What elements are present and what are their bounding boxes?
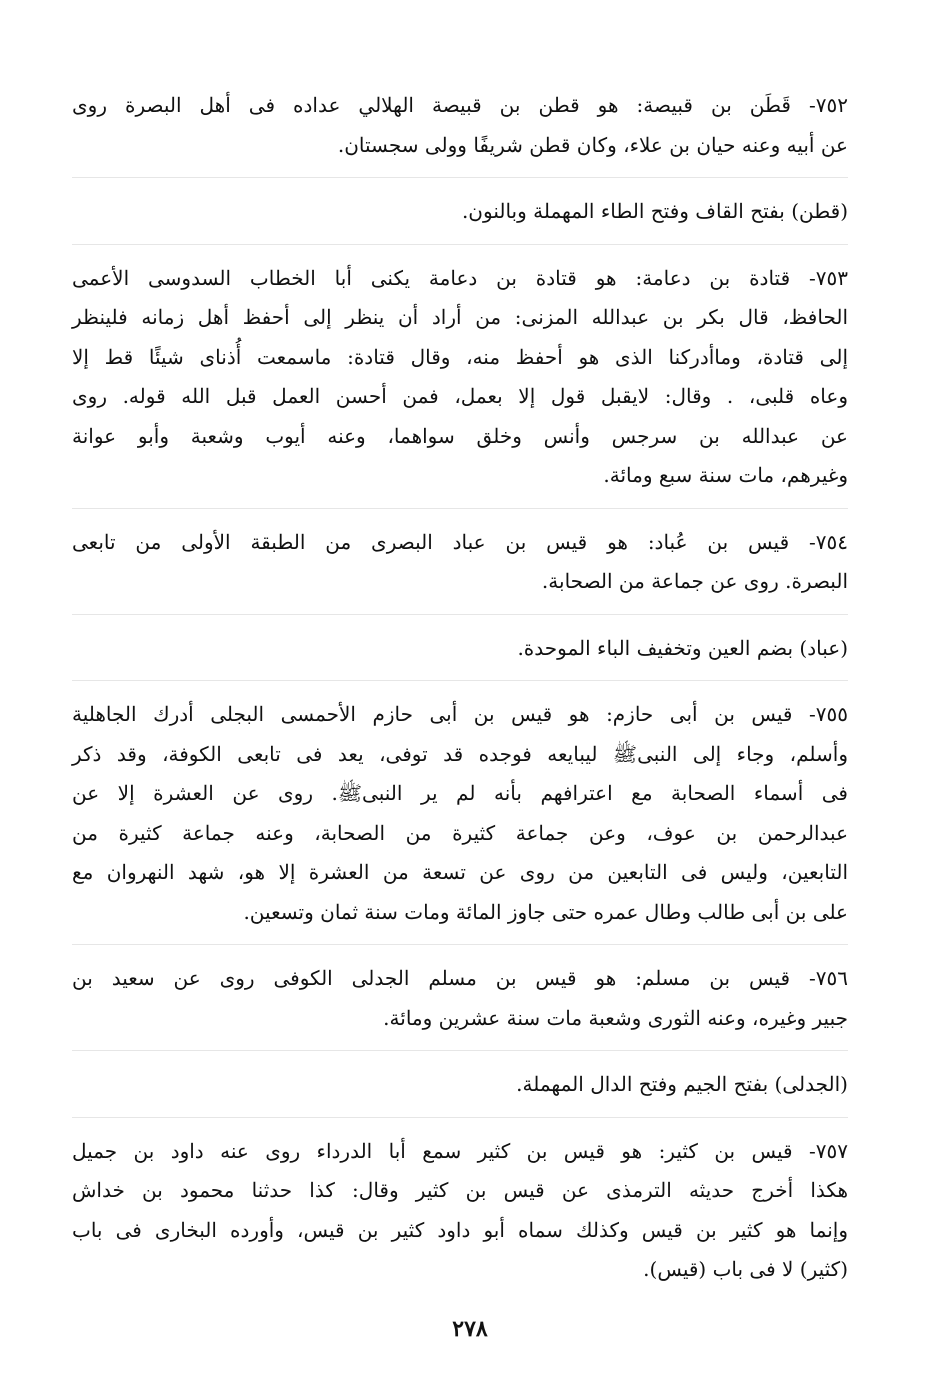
text-line: (قطن) بفتح القاف وفتح الطاء المهملة وبالنون.	[461, 199, 848, 223]
text-line: ٧٥٧- قيس بن كثير: هو قيس بن كثير سمع أبا الدرداء روى عنه داود بن جميل	[72, 1138, 848, 1163]
text-line: ٧٥٣- قتادة بن دعامة: هو قتادة بن دعامة يكنى أبا الخطاب السدوسى الأعمى	[72, 265, 848, 290]
text-line: ٧٥٤- قيس بن عُباد: هو قيس بن عباد البصرى من الطبقة الأولى من تابعى	[72, 529, 848, 554]
text-line: التابعين، وليس فى التابعين من روى عن تسعة من العشرة إلا هو، شهد النهروان مع	[72, 860, 848, 884]
entry-756	[72, 959, 848, 1051]
text-line: هكذا أخرج حديثه الترمذى عن قيس بن كثير وقال: كذا حدثنا محمود بن خداش	[72, 1178, 848, 1202]
entry-757	[72, 1132, 848, 1302]
text-line: وعاه قلبى، . وقال: لايقبل قول إلا بعمل، فمن أحسن العمل قبل الله قوله. روى	[72, 384, 848, 408]
text-line: ٧٥٦- قيس بن مسلم: هو قيس بن مسلم الجدلى الكوفى روى عن سعيد بن	[72, 966, 849, 990]
entry-753	[72, 259, 848, 509]
text-line: جبير وغيره، وعنه الثورى وشعبة مات سنة عشرين ومائة.	[383, 1005, 848, 1030]
entry-754	[72, 523, 848, 615]
page-body	[72, 86, 848, 1316]
text-line: ٧٥٢- قَطَن بن قبيصة: هو قطن بن قبيصة الهلالي عداده فى أهل البصرة روى	[72, 93, 848, 117]
note-ubad	[72, 629, 848, 682]
note-jadali	[72, 1065, 848, 1118]
entry-755	[72, 695, 848, 945]
text-line: فى أسماء الصحابة مع اعترافهم بأنه لم ير النبىﷺ. روى عن العشرة إلا عن	[72, 781, 848, 805]
page-number: ٢٧٨	[452, 1316, 488, 1342]
text-line: الحافظ، قال بكر بن عبدالله المزنى: من أراد أن ينظر إلى أحفظ أهل زمانه فلينظر	[72, 305, 849, 329]
text-line: على بن أبى طالب وطال عمره حتى جاوز المائة ومات سنة ثمان وتسعين.	[243, 899, 848, 924]
text-line: وأسلم، وجاء إلى النبىﷺ ليبايعه فوجده قد توفى، يعد فى تابعى الكوفة، وقد ذكر	[72, 741, 848, 766]
text-line: وإنما هو كثير بن قيس وكذلك سماه أبو داود كثير بن قيس، وأورده البخارى فى باب	[72, 1217, 848, 1242]
text-line: إلى قتادة، وماأدركنا الذى هو أحفظ منه، وقال قتادة: ماسمعت أُذناى شيئًا قط إلا	[72, 344, 848, 369]
entry-752	[72, 86, 848, 178]
text-line: (عباد) بضم العين وتخفيف الباء الموحدة.	[517, 635, 848, 660]
text-line: عن عبدالله بن سرجس وأنس وخلق سواهما، وعنه أيوب وشعبة وأبو عوانة	[72, 423, 848, 448]
text-line: ٧٥٥- قيس بن أبى حازم: هو قيس بن أبى حازم الأحمسى البجلى أدرك الجاهلية	[72, 702, 848, 726]
text-line: عن أبيه وعنه حيان بن علاء، وكان قطن شريفًا وولى سجستان.	[337, 132, 848, 157]
text-line: (كثير) لا فى باب (قيس).	[643, 1257, 848, 1281]
text-line: وغيرهم، مات سنة سبع ومائة.	[603, 463, 848, 487]
text-line: (الجدلى) بفتح الجيم وفتح الدال المهملة.	[516, 1072, 848, 1096]
text-line: البصرة. روى عن جماعة من الصحابة.	[541, 569, 848, 593]
text-line: عبدالرحمن بن عوف، وعن جماعة كثيرة من الصحابة، وعنه جماعة كثيرة من	[72, 820, 848, 845]
note-qatan	[72, 192, 848, 245]
